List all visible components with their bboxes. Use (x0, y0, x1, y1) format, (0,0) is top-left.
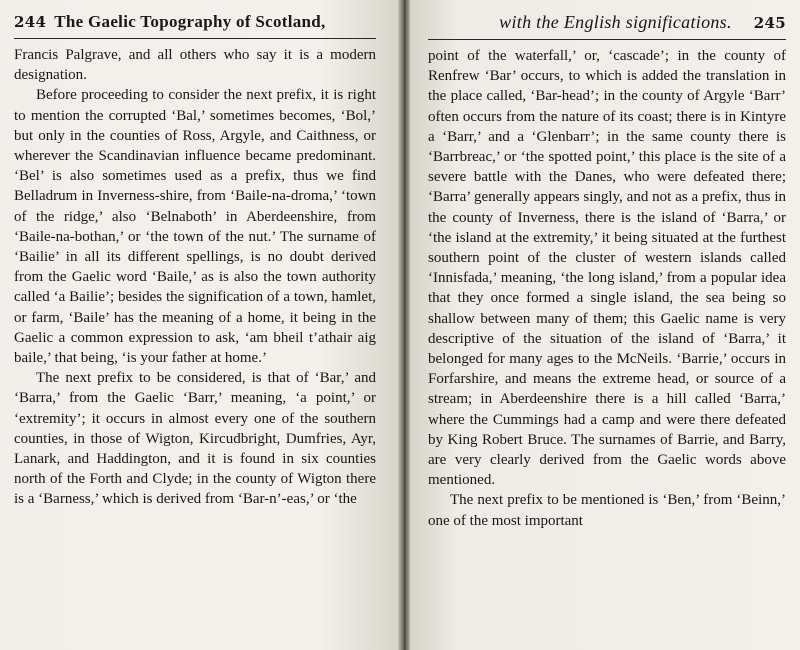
left-body-text (14, 45, 376, 510)
right-page-number: 245 (753, 14, 786, 32)
left-paragraph-2: Before proceeding to consider the next prefix, it is right to mention the corrupted ‘Bal,’ sometimes becomes, ‘Bol,’ but only in the counties of Ross, Argyle, and Caithness, or wherever the Scandinavian influence became predominant. ‘Bel’ is also sometimes used as a prefix, thus we find Belladrum in Inverness-shire, from ‘Baile-na-droma,’ ‘town of the ridge,’ also ‘Belnaboth’ in Aberdeenshire, from ‘Baile-na-bothan,’ or ‘the town of the nut.’ The surname of ‘Bailie’ in all its different spellings, is no doubt derived from the Gaelic word ‘Baile,’ as is also the town authority called ‘a Bailie’; besides the signification of a town, hamlet, or farm, ‘Baile’ has the meaning of a home, it being in the Gaelic a common expression to ask, ‘am bheil t’athair aig baile,’ that being, ‘is your father at home.’ (14, 87, 376, 367)
left-running-header (14, 12, 376, 39)
book-gutter (398, 0, 410, 650)
left-paragraph-1: Francis Palgrave, and all others who say it is a modern designation. (14, 47, 376, 84)
left-paragraph-3: The next prefix to be considered, is that of ‘Bar,’ and ‘Barra,’ from the Gaelic ‘Barr,’ meaning, ‘a point,’ or ‘extremity’; it occurs in almost every one of the southern counties, in those of Wigton, Kircudbright, Dumfries, Ayr, Lanark, and Haddington, and it is found in six counties north of the Forth and Clyde; in the county of Wigton there is a ‘Barness,’ which is derived from ‘Bar-n’-eas,’ or ‘the (14, 370, 376, 508)
right-paragraph-1: point of the waterfall,’ or, ‘cascade’; in the county of Renfrew ‘Bar’ occurs, to which is added the translation in the place called, ‘Bar-head’; in the county of Argyle ‘Barr’ often occurs from the nature of its coast; there is in Kintyre a ‘Barr,’ and a ‘Glenbarr’; in the same county there is ‘Barrbreac,’ or ‘the spotted point,’ this place is the site of a severe battle with the Danes, who were defeated there; ‘Barra’ generally appears singly, and not as a prefix, thus in the county of Inverness, there is the island of ‘Barra,’ or ‘the island at the extremity,’ it being situated at the furthest southern point of the cluster of western islands called ‘Innisfada,’ meaning, ‘the long island,’ from a popular idea that they once formed a single island, the sea being so shallow between many of them; this Gaelic name is very descriptive of the situation of the island of ‘Barra,’ it belonged for many ages to the McNeils. ‘Barrie,’ occurs in Forfarshire, and means the extreme head, or source of a stream; in Aberdeenshire there is a hill called ‘Barra,’ where the Cummings had a camp and were there defeated by King Robert Bruce. The surnames of Barrie, and Barry, are very clearly derived from the Gaelic words above mentioned. (428, 48, 786, 489)
right-page (410, 0, 800, 650)
right-body-text (428, 46, 786, 531)
right-running-head: with the English significations. (499, 12, 732, 32)
right-paragraph-2: The next prefix to be mentioned is ‘Ben,’ from ‘Beinn,’ one of the most important (428, 492, 786, 529)
left-page (0, 0, 398, 650)
right-running-header (428, 12, 786, 40)
left-running-head: The Gaelic Topography of Scotland, (54, 12, 326, 31)
left-page-number: 244 (14, 13, 47, 31)
